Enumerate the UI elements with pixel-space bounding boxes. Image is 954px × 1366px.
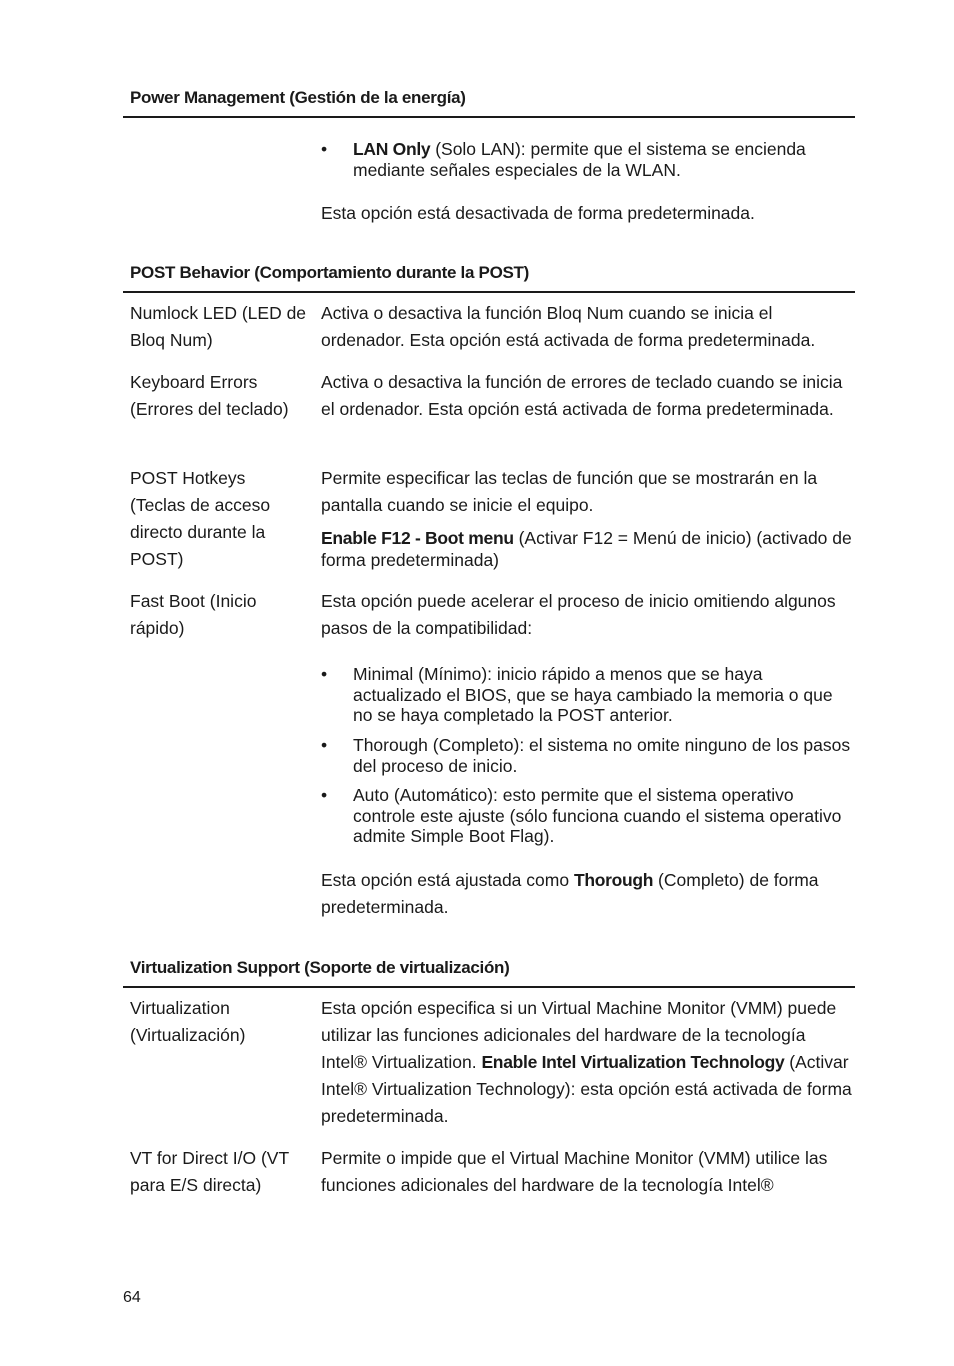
numlock-desc: Activa o desactiva la función Bloq Num cuando se inicia el ordenador. Esta opción está activada de forma predeterminada. [321, 303, 816, 350]
vt-direct-io-desc: Permite o impide que el Virtual Machine Monitor (VMM) utilice las funciones adicionales del hardware de la tecnología Intel® [321, 1148, 828, 1195]
virtualization-label: Virtualization (Virtualización) [130, 998, 246, 1045]
thorough-term: Thorough [573, 870, 654, 890]
section-divider [123, 291, 855, 293]
enable-f12-term: Enable F12 - Boot menu [321, 528, 514, 548]
bullet-marker: • [321, 735, 328, 755]
power-default-note: Esta opción está desactivada de forma predeterminada. [321, 203, 755, 223]
lan-only-term: LAN Only [353, 139, 431, 159]
section-divider [123, 116, 855, 118]
virtualization-desc [321, 995, 853, 1130]
lan-only-desc: (Solo LAN): permite que el sistema se encienda mediante señales especiales de la WLAN. [353, 139, 806, 180]
enable-f12-text [321, 527, 853, 571]
fast-boot-label: Fast Boot (Inicio rápido) [130, 591, 257, 638]
bullet-marker: • [321, 664, 328, 684]
fast-boot-option-minimal: Minimal (Mínimo): inicio rápido a menos que se haya actualizado el BIOS, que se haya cambiado la memoria o que no se haya completado la POST anterior. [353, 664, 833, 725]
keyboard-errors-label: Keyboard Errors (Errores del teclado) [130, 372, 289, 419]
enable-intel-vt-term: Enable Intel Virtualization Technology [481, 1052, 785, 1072]
bullet-marker: • [321, 785, 328, 805]
post-hotkeys-desc: Permite especificar las teclas de función que se mostrarán en la pantalla cuando se inicie el equipo. [321, 468, 818, 515]
keyboard-errors-desc: Activa o desactiva la función de errores de teclado cuando se inicia el ordenador. Esta opción está activada de forma predeterminada. [321, 372, 843, 419]
lan-only-bullet [353, 139, 853, 180]
power-management-heading: Power Management (Gestión de la energía) [130, 88, 466, 107]
virtualization-heading: Virtualization Support (Soporte de virtualización) [130, 958, 510, 977]
numlock-label: Numlock LED (LED de Bloq Num) [130, 303, 307, 350]
post-hotkeys-label: POST Hotkeys (Teclas de acceso directo durante la POST) [130, 468, 271, 569]
post-behavior-heading: POST Behavior (Comportamiento durante la POST) [130, 263, 529, 282]
virt-desc-post: (Activar Intel® Virtualization Technology): esta opción está activada de forma predeterminada. [321, 1052, 852, 1126]
enable-f12-desc: (Activar F12 = Menú de inicio) (activado de forma predeterminada) [321, 528, 852, 570]
fast-boot-default-note [321, 867, 853, 921]
virt-desc-pre: Esta opción especifica si un Virtual Machine Monitor (VMM) puede utilizar las funciones adicionales del hardware de la tecnología Intel® Virtualization. [321, 998, 837, 1072]
vt-direct-io-label: VT for Direct I/O (VT para E/S directa) [130, 1148, 289, 1195]
note-post: (Completo) de forma predeterminada. [321, 870, 819, 917]
page-number: 64 [123, 1289, 141, 1306]
fast-boot-desc: Esta opción puede acelerar el proceso de inicio omitiendo algunos pasos de la compatibilidad: [321, 591, 836, 638]
section-divider [123, 986, 855, 988]
fast-boot-option-auto: Auto (Automático): esto permite que el sistema operativo controle este ajuste (sólo funciona cuando el sistema operativo admite Simple Boot Flag). [353, 785, 842, 846]
note-pre: Esta opción está ajustada como [321, 870, 574, 890]
fast-boot-option-thorough: Thorough (Completo): el sistema no omite ninguno de los pasos del proceso de inicio. [353, 735, 851, 776]
bullet-marker: • [321, 139, 328, 159]
